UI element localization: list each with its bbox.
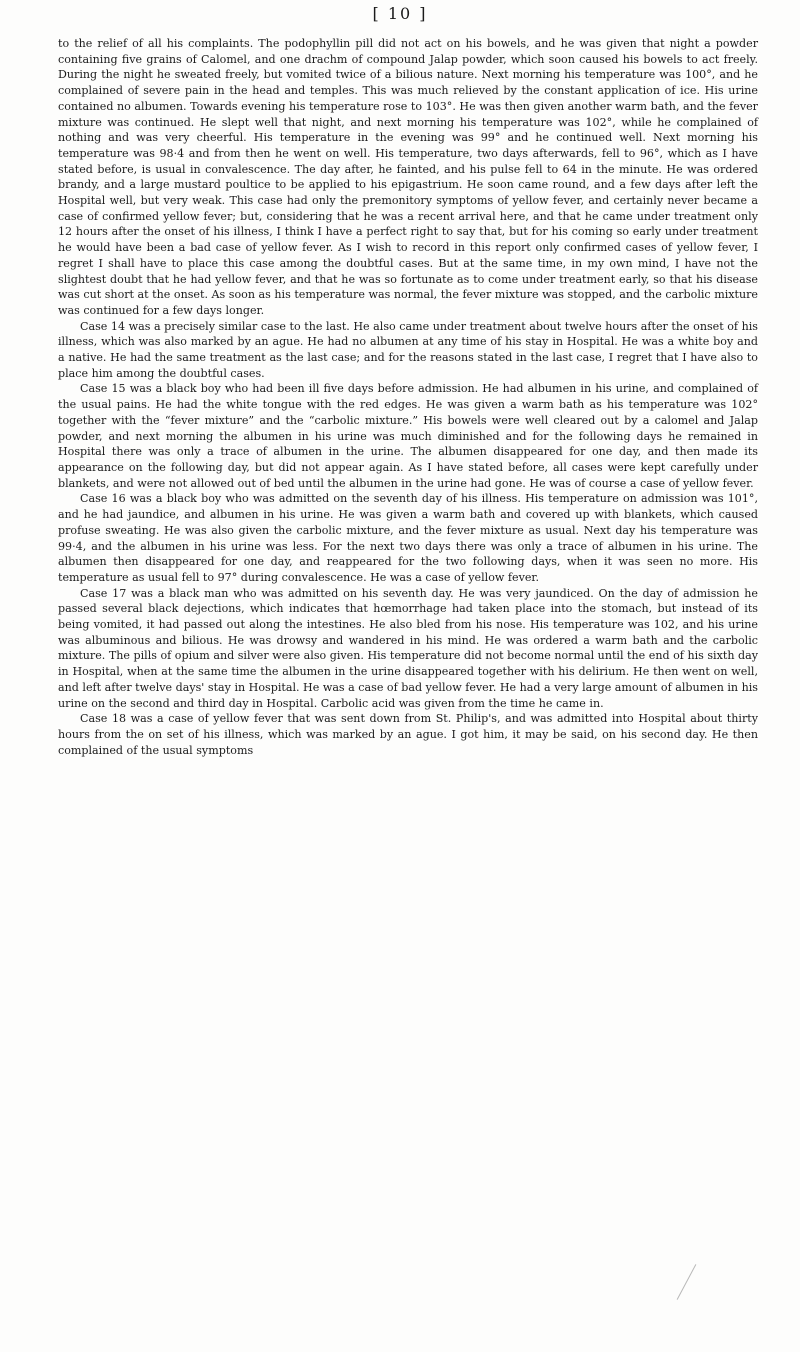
paragraph-case-16: Case 16 was a black boy who was admitted on the seventh day of his illness. His temperature on admission was 101°, and he had jaundice, and albumen in his urine. He was given a warm bath and covered up with blankets, which caused profuse sweating. He was also given the carbolic mixture, and the fever mixture as usual. Next day his temperature was 99·4, and the albumen in his urine was less. For the next two days there was only a trace of albumen in his urine. The albumen then disappeared for one day, and reappeared for the two following days, when it was seen no more. His temperature as usual fell to 97° during convalescence. He was a case of yellow fever. xyxy=(58,492,758,584)
page-number: [ 10 ] xyxy=(372,4,428,23)
paragraph-case-13-continued: to the relief of all his complaints. The podophyllin pill did not act on his bowels, and he was given that night a powder containing five grains of Calomel, and one drachm of compound Jalap powder, which soon caused his bowels to act freely. During the night he sweated freely, but vomited twice of a bilious nature. Next morning his temperature was 100°, and he complained of severe pain in the head and temples. This was much relieved by the constant application of ice. His urine contained no albumen. Towards evening his temperature rose to 103°. He was then given another warm bath, and the fever mixture was continued. He slept well that night, and next morning his temperature was 102°, while he complained of nothing and was very cheerful. His temperature in the evening was 99° and he continued well. Next morning his temperature was 98·4 and from then he went on well. His temperature, two days afterwards, fell to 96°, which as I have stated before, is usual in convalescence. The day after, he fainted, and his pulse fell to 64 in the minute. He was ordered brandy, and a large mustard poultice to be applied to his epigastrium. He soon came round, and a few days after left the Hospital well, but very weak. This case had only the premonitory symptoms of yellow fever, and certainly never became a case of confirmed yellow fever; but, considering that he was a recent arrival here, and that he came under treatment only 12 hours after the onset of his illness, I think I have a perfect right to say that, but for his coming so early under treatment he would have been a bad case of yellow fever. As I wish to record in this report only confirmed cases of yellow fever, I regret I shall have to place this case among the doubtful cases. But at the same time, in my own mind, I have not the slightest doubt that he had yellow fever, and that he was so fortunate as to come under treatment early, so that his disease was cut short at the onset. As soon as his temperature was normal, the fever mixture was stopped, and the carbolic mixture was continued for a few days longer. xyxy=(58,37,758,317)
paragraph-case-17: Case 17 was a black man who was admitted on his seventh day. He was very jaundiced. On the day of admission he passed several black dejections, which indicates that hœmorrhage had taken place into the stomach, but instead of its being vomited, it had passed out along the intestines. He also bled from his nose. His temperature was 102, and his urine was albuminous and bilious. He was drowsy and wandered in his mind. He was ordered a warm bath and the carbolic mixture. The pills of opium and silver were also given. His temperature did not become normal until the end of his sixth day in Hospital, when at the same time the albumen in the urine disappeared together with his delirium. He then went on well, and left after twelve days' stay in Hospital. He was a case of bad yellow fever. He had a very large amount of albumen in his urine on the second and third day in Hospital. Carbolic acid was given from the time he came in. xyxy=(58,586,758,710)
pencil-mark xyxy=(677,1264,697,1300)
body-text xyxy=(58,36,758,758)
paragraph-case-15: Case 15 was a black boy who had been ill five days before admission. He had albumen in his urine, and complained of the usual pains. He had the white tongue with the red edges. He was given a warm bath as his temperature was 102° together with the “fever mixture” and the “carbolic mixture.” His bowels were well cleared out by a calomel and Jalap powder, and next morning the albumen in his urine was much diminished and for the following days he remained in Hospital there was only a trace of albumen in the urine. The albumen disappeared for one day, and then made its appearance on the following day, but did not appear again. As I have stated before, all cases were kept carefully under blankets, and were not allowed out of bed until the albumen in the urine had gone. He was of course a case of yellow fever. xyxy=(58,382,758,490)
paragraph-case-18: Case 18 was a case of yellow fever that was sent down from St. Philip's, and was admitted into Hospital about thirty hours from the on set of his illness, which was marked by an ague. I got him, it may be said, on his second day. He then complained of the usual symptoms xyxy=(58,712,758,757)
paragraph-case-14: Case 14 was a precisely similar case to the last. He also came under treatment about twelve hours after the onset of his illness, which was also marked by an ague. He had no albumen at any time of his stay in Hospital. He was a white boy and a native. He had the same treatment as the last case; and for the reasons stated in the last case, I regret that I have also to place him among the doubtful cases. xyxy=(58,319,758,380)
